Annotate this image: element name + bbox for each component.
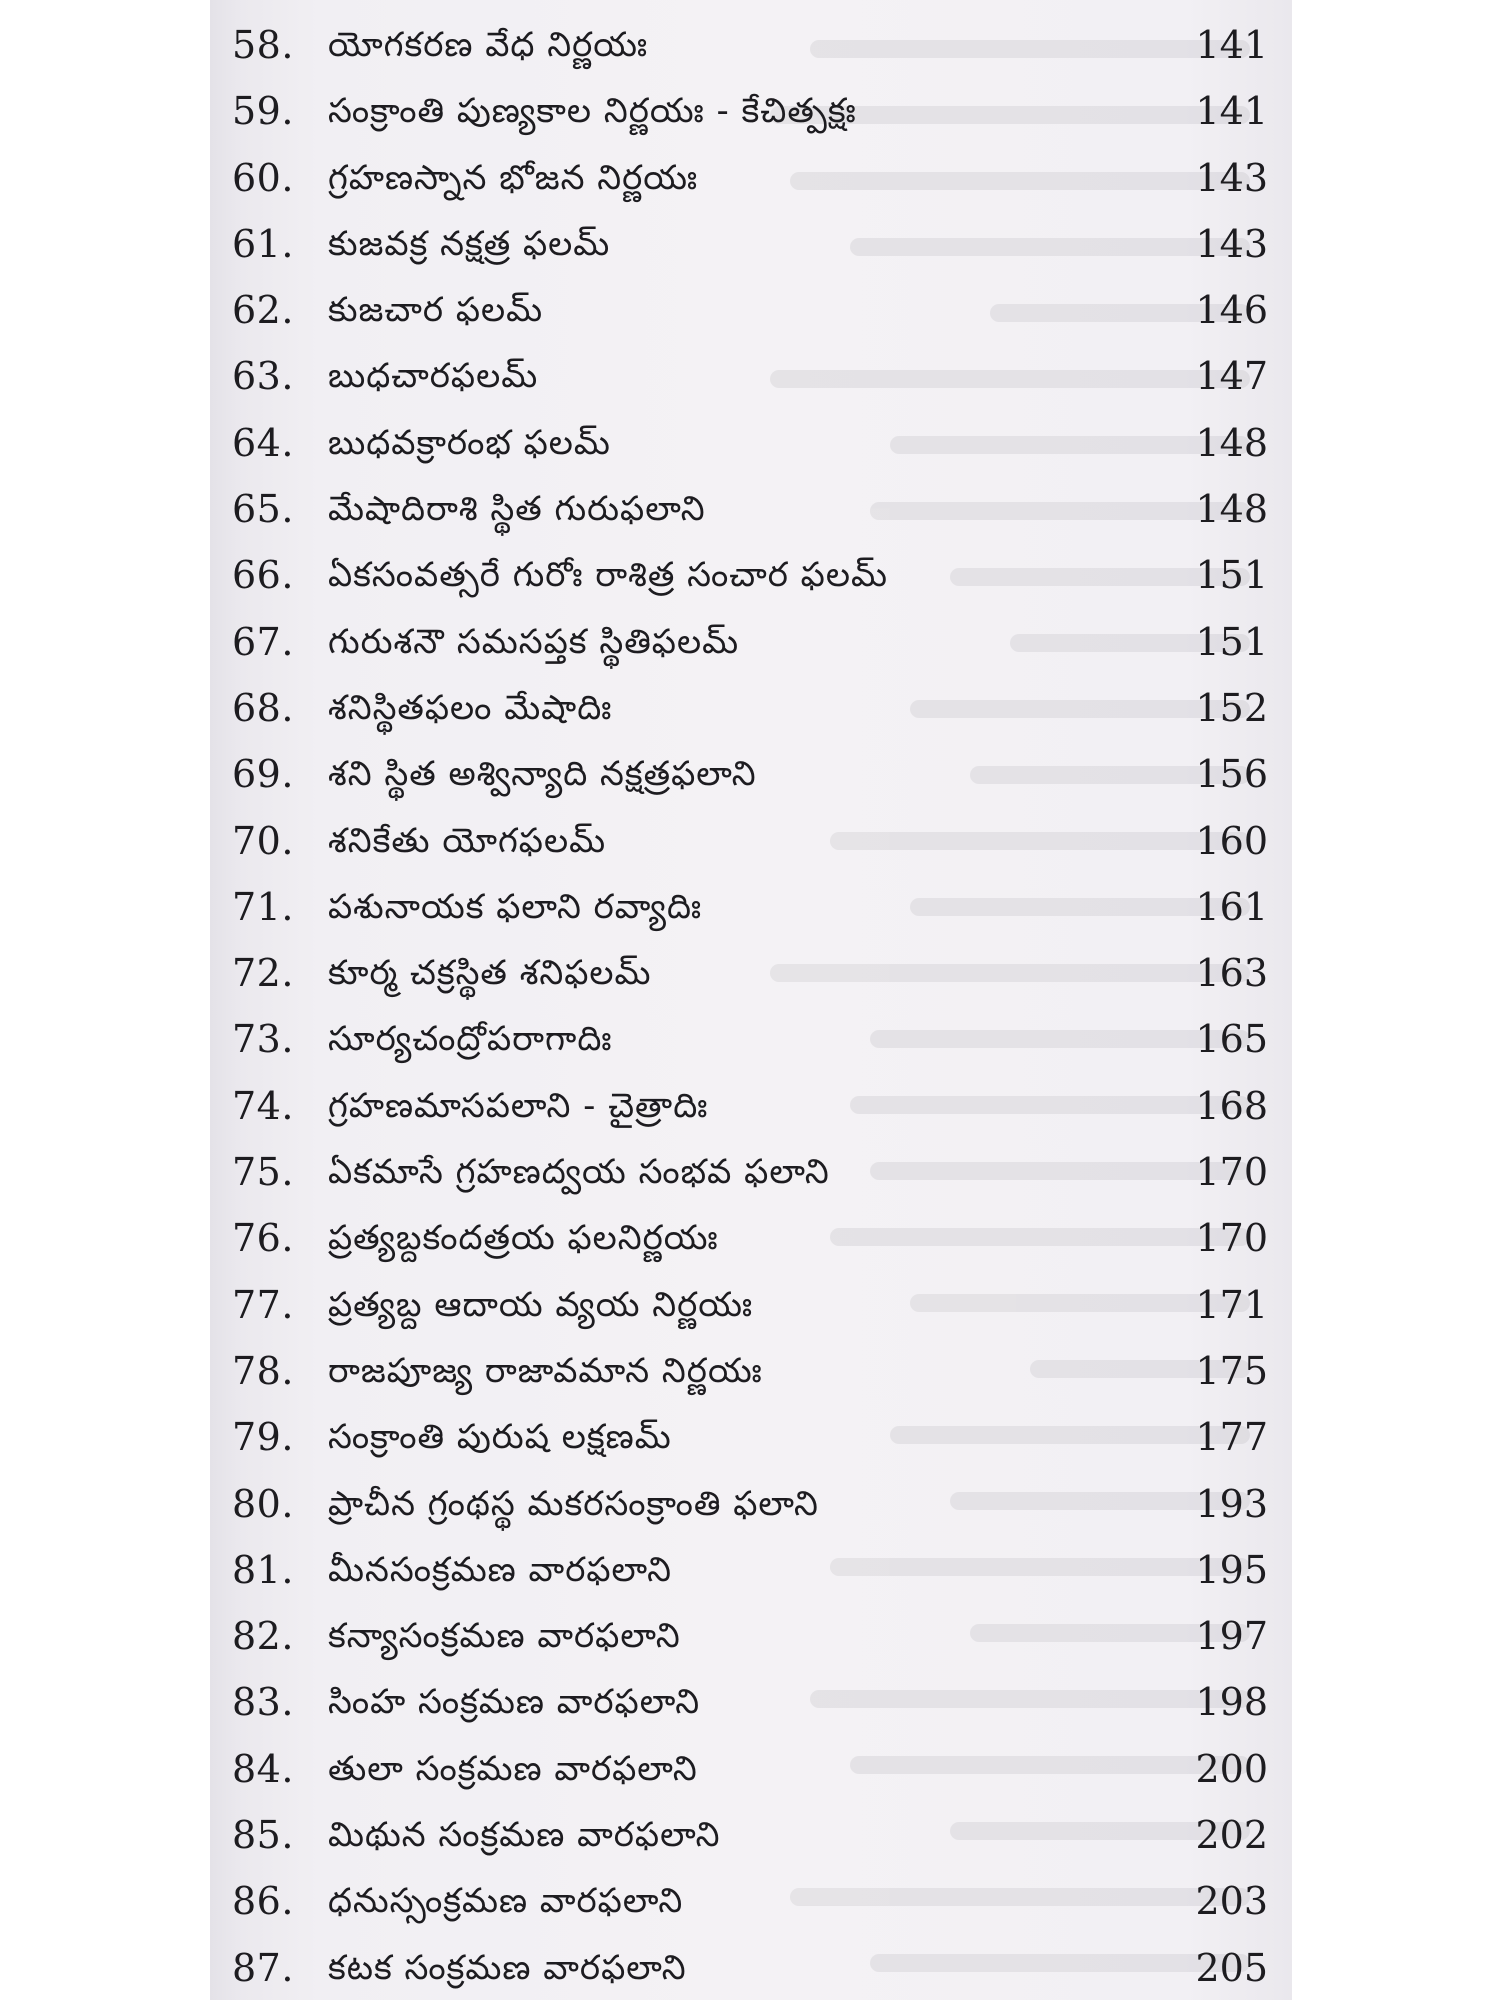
entry-number: 68. — [232, 685, 294, 730]
toc-entry — [210, 1274, 1292, 1340]
toc-entry — [210, 1141, 1292, 1207]
entry-page-number: 148 — [1195, 420, 1268, 465]
entry-page-number: 141 — [1195, 89, 1268, 134]
entry-number: 72. — [232, 951, 294, 996]
entry-number: 75. — [232, 1150, 294, 1195]
entry-page-number: 195 — [1195, 1547, 1268, 1592]
entry-number: 67. — [232, 619, 294, 664]
entry-page-number: 197 — [1195, 1614, 1268, 1659]
entry-title: యోగకరణ వేధ నిర్ణయః — [328, 25, 649, 65]
entry-page-number: 146 — [1195, 288, 1268, 333]
toc-entry — [210, 1008, 1292, 1074]
toc-entry — [210, 611, 1292, 677]
entry-page-number: 202 — [1195, 1813, 1268, 1858]
entry-number: 81. — [232, 1547, 294, 1592]
entry-number: 60. — [232, 155, 294, 200]
entry-title: సంక్రాంతి పురుష లక్షణమ్ — [328, 1417, 672, 1458]
entry-title: రాజపూజ్య రాజావమాన నిర్ణయః — [328, 1350, 763, 1391]
entry-page-number: 175 — [1195, 1348, 1268, 1393]
toc-entry — [210, 14, 1292, 80]
entry-number: 74. — [232, 1083, 294, 1128]
entry-title: గ్రహణస్నాన భోజన నిర్ణయః — [328, 157, 699, 198]
entry-page-number: 177 — [1195, 1415, 1268, 1460]
entry-number: 85. — [232, 1813, 294, 1858]
entry-page-number: 161 — [1195, 884, 1268, 929]
entry-title: సూర్యచంద్రోపరాగాదిః — [328, 1019, 613, 1060]
entry-page-number: 163 — [1195, 951, 1268, 996]
toc-entry — [210, 876, 1292, 942]
entry-number: 87. — [232, 1945, 294, 1990]
toc-entry — [210, 412, 1292, 478]
entry-title: శనికేతు యోగఫలమ్ — [328, 820, 607, 861]
toc-entry — [210, 1870, 1292, 1936]
toc-entry — [210, 743, 1292, 809]
entry-title: కుజవక్ర నక్షత్ర ఫలమ్ — [328, 223, 611, 264]
entry-title: గ్రహణమాసపలాని - చైత్రాదిః — [328, 1085, 709, 1126]
toc-entry — [210, 1937, 1292, 2000]
entry-number: 86. — [232, 1879, 294, 1924]
entry-page-number: 200 — [1195, 1746, 1268, 1791]
toc-entry — [210, 213, 1292, 279]
toc-entry — [210, 1605, 1292, 1671]
entry-title: ధనుస్సంక్రమణ వారఫలాని — [328, 1881, 684, 1922]
entry-number: 80. — [232, 1481, 294, 1526]
toc-entry — [210, 1406, 1292, 1472]
entry-title: శని స్థిత అశ్విన్యాది నక్షత్రఫలాని — [328, 754, 757, 795]
entry-title: ప్రత్యబ్దకందత్రయ ఫలనిర్ణయః — [328, 1218, 719, 1259]
entry-number: 66. — [232, 553, 294, 598]
entry-page-number: 193 — [1195, 1481, 1268, 1526]
entry-page-number: 147 — [1195, 354, 1268, 399]
entry-page-number: 203 — [1195, 1879, 1268, 1924]
entry-title: బుధవక్రారంభ ఫలమ్ — [328, 422, 611, 463]
entry-page-number: 170 — [1195, 1216, 1268, 1261]
entry-number: 65. — [232, 487, 294, 532]
entry-number: 69. — [232, 752, 294, 797]
entry-page-number: 152 — [1195, 685, 1268, 730]
entry-number: 58. — [232, 23, 294, 67]
toc-entry — [210, 810, 1292, 876]
entry-number: 83. — [232, 1680, 294, 1725]
entry-title: సింహ సంక్రమణ వారఫలాని — [328, 1682, 701, 1723]
entry-title: తులా సంక్రమణ వారఫలాని — [328, 1748, 698, 1789]
toc-entry — [210, 478, 1292, 544]
entry-number: 61. — [232, 221, 294, 266]
toc-entry — [210, 345, 1292, 411]
entry-page-number: 151 — [1195, 553, 1268, 598]
entry-page-number: 168 — [1195, 1083, 1268, 1128]
entry-number: 71. — [232, 884, 294, 929]
toc-entry — [210, 1207, 1292, 1273]
toc-entry — [210, 1804, 1292, 1870]
entry-title: ప్రత్యబ్ద ఆదాయ వ్యయ నిర్ణయః — [328, 1284, 754, 1325]
entry-title: ఏకసంవత్సరే గురోః రాశిత్ర సంచార ఫలమ్ — [328, 555, 888, 596]
entry-page-number: 141 — [1195, 23, 1268, 67]
entry-number: 79. — [232, 1415, 294, 1460]
entry-number: 82. — [232, 1614, 294, 1659]
table-of-contents — [210, 14, 1292, 2000]
entry-page-number: 156 — [1195, 752, 1268, 797]
entry-number: 64. — [232, 420, 294, 465]
entry-number: 63. — [232, 354, 294, 399]
entry-title: సంక్రాంతి పుణ్యకాల నిర్ణయః - కేచిత్పక్షః — [328, 91, 857, 132]
entry-page-number: 205 — [1195, 1945, 1268, 1990]
toc-entry — [210, 942, 1292, 1008]
entry-number: 77. — [232, 1282, 294, 1327]
entry-number: 59. — [232, 89, 294, 134]
entry-title: కన్యాసంక్రమణ వారఫలాని — [328, 1616, 681, 1657]
entry-title: కుజచార ఫలమ్ — [328, 290, 544, 331]
toc-entry — [210, 1738, 1292, 1804]
toc-entry — [210, 279, 1292, 345]
entry-title: ప్రాచీన గ్రంథస్థ మకరసంక్రాంతి ఫలాని — [328, 1483, 819, 1524]
entry-number: 76. — [232, 1216, 294, 1261]
entry-title: బుధచారఫలమ్ — [328, 356, 539, 397]
entry-page-number: 143 — [1195, 155, 1268, 200]
entry-title: ఏకమాసే గ్రహణద్వయ సంభవ ఫలాని — [328, 1152, 830, 1193]
book-page — [210, 0, 1292, 2000]
entry-title: కటక సంక్రమణ వారఫలాని — [328, 1947, 687, 1988]
entry-title: శనిస్థితఫలం మేషాదిః — [328, 687, 613, 728]
entry-title: మీనసంక్రమణ వారఫలాని — [328, 1549, 672, 1590]
entry-title: పశునాయక ఫలాని రవ్యాదిః — [328, 886, 703, 927]
entry-page-number: 171 — [1195, 1282, 1268, 1327]
toc-entry — [210, 544, 1292, 610]
toc-entry — [210, 1340, 1292, 1406]
toc-entry — [210, 1539, 1292, 1605]
entry-page-number: 143 — [1195, 221, 1268, 266]
entry-number: 62. — [232, 288, 294, 333]
entry-number: 73. — [232, 1017, 294, 1062]
entry-page-number: 160 — [1195, 818, 1268, 863]
entry-number: 84. — [232, 1746, 294, 1791]
toc-entry — [210, 80, 1292, 146]
entry-page-number: 170 — [1195, 1150, 1268, 1195]
entry-title: మేషాదిరాశి స్థిత గురుఫలాని — [328, 489, 706, 530]
entry-title: గురుశనౌ సమసప్తక స్థితిఫలమ్ — [328, 621, 740, 662]
toc-entry — [210, 1671, 1292, 1737]
entry-page-number: 148 — [1195, 487, 1268, 532]
entry-number: 78. — [232, 1348, 294, 1393]
toc-entry — [210, 1473, 1292, 1539]
entry-title: మిథున సంక్రమణ వారఫలాని — [328, 1815, 721, 1856]
entry-page-number: 198 — [1195, 1680, 1268, 1725]
entry-page-number: 151 — [1195, 619, 1268, 664]
entry-number: 70. — [232, 818, 294, 863]
toc-entry — [210, 677, 1292, 743]
toc-entry — [210, 147, 1292, 213]
entry-page-number: 165 — [1195, 1017, 1268, 1062]
entry-title: కూర్మ చక్రస్థిత శనిఫలమ్ — [328, 953, 652, 994]
toc-entry — [210, 1075, 1292, 1141]
